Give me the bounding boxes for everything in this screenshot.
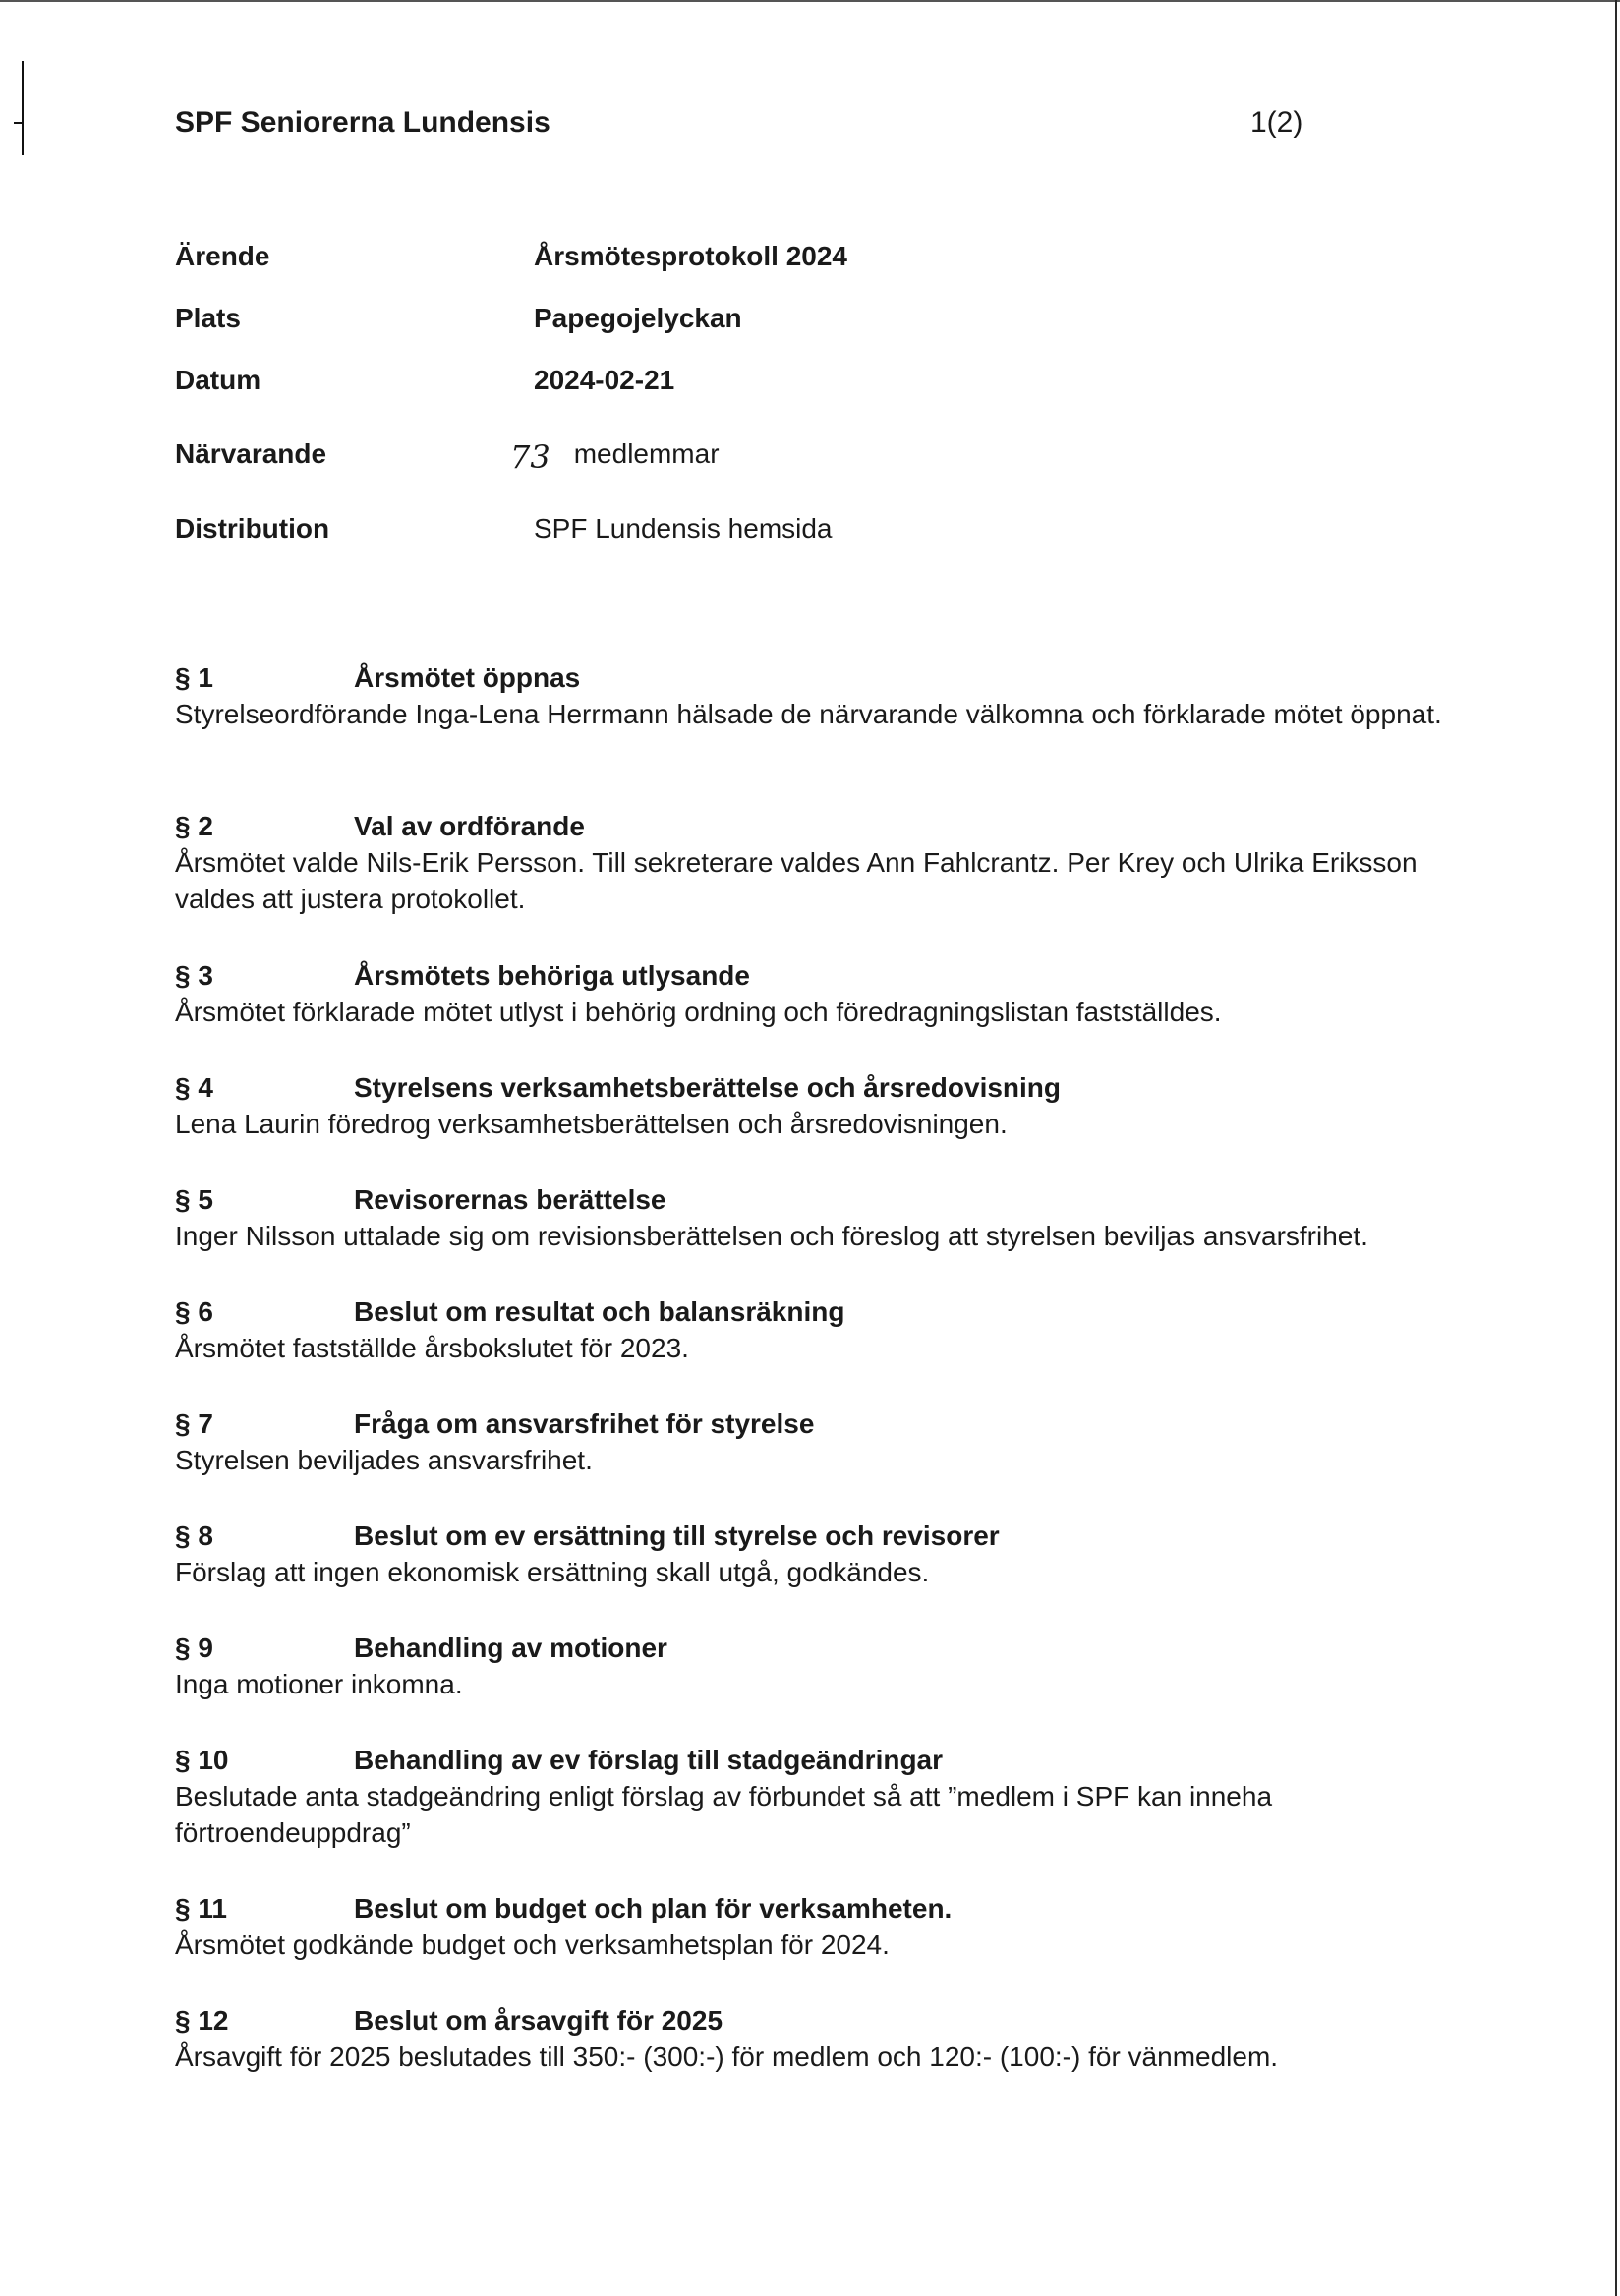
section-body: Årsmötet förklarade mötet utlyst i behörig ordning och föredragningslistan fastställdes. — [175, 997, 1222, 1027]
section-number: § 7 — [175, 1408, 213, 1439]
binder-tick — [14, 122, 22, 124]
section-body: Årsmötet valde Nils-Erik Persson. Till sekreterare valdes Ann Fahlcrantz. Per Krey och Ulrika Eriksson valdes att justera protokollet. — [175, 847, 1418, 914]
section-body: Styrelseordförande Inga-Lena Herrmann hälsade de närvarande välkomna och förklarade mötet öppnat. — [175, 699, 1442, 729]
meta-value-narvarande-unit: medlemmar — [573, 438, 720, 469]
meta-row-arende — [175, 241, 847, 272]
section-title: Val av ordförande — [354, 811, 585, 841]
section-8 — [175, 1519, 1453, 1590]
meta-value-plats: Papegojelyckan — [534, 303, 742, 333]
meta-value-arende: Årsmötesprotokoll 2024 — [534, 241, 847, 271]
section-title: Beslut om resultat och balansräkning — [354, 1296, 845, 1327]
section-7 — [175, 1406, 1453, 1478]
section-title: Styrelsens verksamhetsberättelse och årsredovisning — [354, 1072, 1062, 1103]
section-6 — [175, 1294, 1453, 1366]
section-4 — [175, 1070, 1453, 1142]
section-title: Behandling av motioner — [354, 1633, 667, 1663]
section-number: § 9 — [175, 1633, 213, 1663]
section-1 — [175, 660, 1453, 732]
section-body: Årsmötet godkände budget och verksamhetsplan för 2024. — [175, 1929, 890, 1960]
section-11 — [175, 1891, 1453, 1963]
section-number: § 2 — [175, 811, 213, 841]
section-number: § 4 — [175, 1072, 213, 1103]
section-body: Inga motioner inkomna. — [175, 1669, 463, 1699]
meta-label-plats: Plats — [175, 303, 241, 333]
section-title: Fråga om ansvarsfrihet för styrelse — [354, 1408, 815, 1439]
section-number: § 10 — [175, 1745, 229, 1775]
page-edge-right — [1615, 0, 1617, 2296]
binder-mark — [22, 61, 24, 155]
section-number: § 5 — [175, 1184, 213, 1215]
section-number: § 1 — [175, 662, 213, 693]
section-number: § 12 — [175, 2005, 229, 2036]
section-title: Revisorernas berättelse — [354, 1184, 666, 1215]
section-body: Årsavgift för 2025 beslutades till 350:- (300:-) för medlem och 120:- (100:-) för vänmedlem. — [175, 2041, 1279, 2072]
section-body: Inger Nilsson uttalade sig om revisionsberättelsen och föreslog att styrelsen beviljas ansvarsfrihet. — [175, 1221, 1368, 1251]
section-number: § 8 — [175, 1521, 213, 1551]
section-body: Styrelsen beviljades ansvarsfrihet. — [175, 1445, 593, 1475]
section-title: Årsmötets behöriga utlysande — [354, 960, 750, 991]
section-title: Beslut om budget och plan för verksamheten. — [354, 1893, 953, 1923]
section-title: Årsmötet öppnas — [354, 662, 581, 693]
page-edge-top — [0, 0, 1620, 2]
section-12 — [175, 2003, 1453, 2075]
organization-name: SPF Seniorerna Lundensis — [175, 106, 550, 139]
section-body: Lena Laurin föredrog verksamhetsberättelsen och årsredovisningen. — [175, 1109, 1008, 1139]
section-number: § 6 — [175, 1296, 213, 1327]
section-body: Förslag att ingen ekonomisk ersättning skall utgå, godkändes. — [175, 1557, 930, 1587]
section-3 — [175, 958, 1453, 1030]
attendee-count-handwritten: 73 — [510, 438, 550, 476]
section-2 — [175, 809, 1453, 917]
section-number: § 11 — [175, 1893, 227, 1923]
meta-row-plats — [175, 303, 742, 334]
meta-value-datum: 2024-02-21 — [534, 365, 675, 395]
meta-value-distribution: SPF Lundensis hemsida — [534, 513, 833, 544]
section-title: Behandling av ev förslag till stadgeändringar — [354, 1745, 944, 1775]
meta-row-distribution — [175, 513, 833, 545]
meta-row-datum — [175, 365, 674, 396]
section-title: Beslut om årsavgift för 2025 — [354, 2005, 723, 2036]
meta-label-datum: Datum — [175, 365, 261, 395]
meta-label-distribution: Distribution — [175, 513, 330, 544]
section-10 — [175, 1743, 1453, 1851]
section-5 — [175, 1182, 1453, 1254]
section-9 — [175, 1631, 1453, 1702]
section-title: Beslut om ev ersättning till styrelse och revisorer — [354, 1521, 1000, 1551]
meta-label-narvarande: Närvarande — [175, 438, 327, 469]
section-body: Beslutade anta stadgeändring enligt förslag av förbundet så att ”medlem i SPF kan inneha förtroendeuppdrag” — [175, 1781, 1273, 1848]
meta-label-arende: Ärende — [175, 241, 270, 271]
meta-row-narvarande — [175, 438, 720, 476]
section-number: § 3 — [175, 960, 213, 991]
section-body: Årsmötet fastställde årsbokslutet för 2023. — [175, 1333, 689, 1363]
page-number: 1(2) — [1250, 106, 1303, 139]
